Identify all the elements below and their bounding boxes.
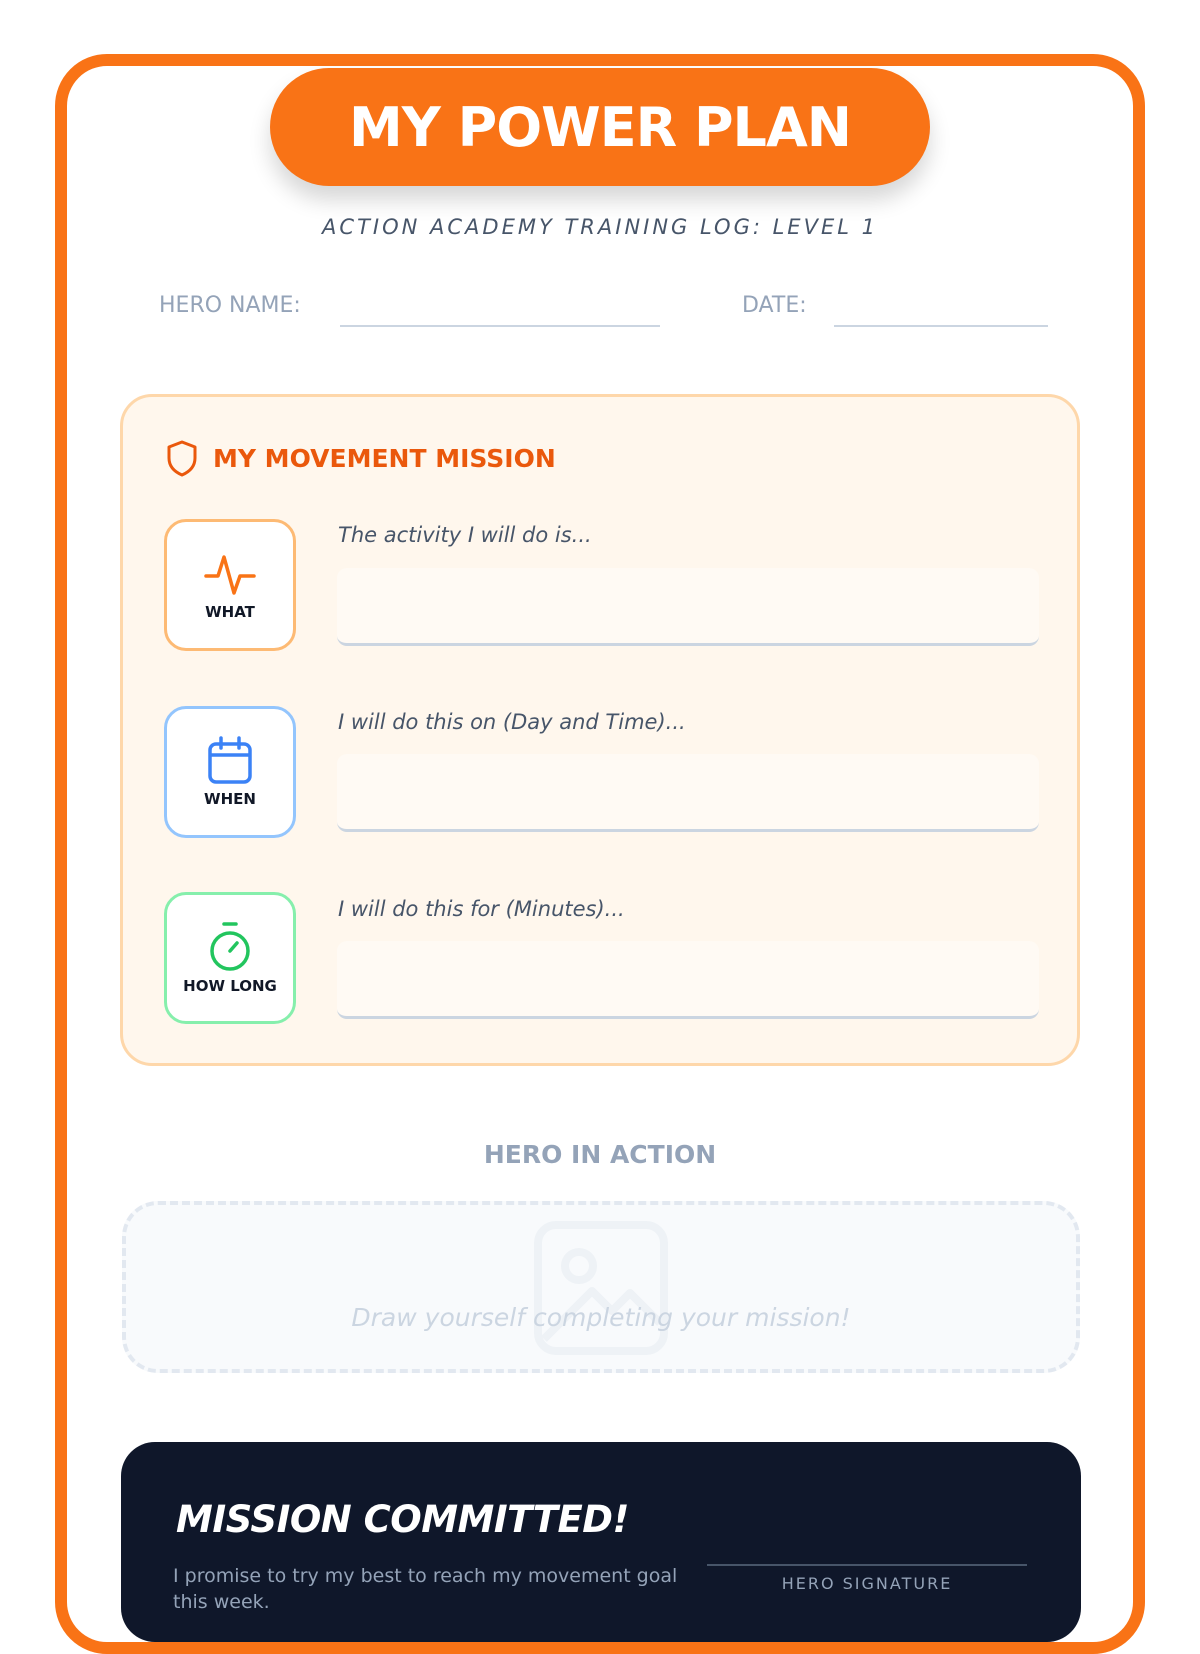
stopwatch-icon: [207, 921, 253, 973]
hero-in-action-heading: HERO IN ACTION: [483, 1140, 717, 1169]
signature-label: HERO SIGNATURE: [781, 1574, 953, 1593]
page-subtitle: ACTION ACADEMY TRAINING LOG: LEVEL 1: [322, 215, 878, 239]
date-label: DATE:: [742, 293, 807, 318]
page-title: MY POWER PLAN: [270, 68, 930, 186]
activity-pulse-icon: [204, 549, 256, 599]
when-prompt: I will do this on (Day and Time)...: [338, 710, 686, 734]
mission-title: MY MOVEMENT MISSION: [213, 443, 556, 473]
hero-name-field[interactable]: [340, 325, 660, 327]
image-placeholder-icon: [534, 1221, 668, 1355]
date-field[interactable]: [834, 325, 1048, 327]
shield-icon: [165, 439, 199, 477]
hero-name-label: HERO NAME:: [159, 293, 301, 318]
what-prompt: The activity I will do is...: [338, 523, 592, 547]
how-long-prompt: I will do this for (Minutes)...: [338, 897, 625, 921]
commitment-title: MISSION COMMITTED!: [176, 1498, 629, 1541]
what-label: WHAT: [205, 603, 255, 621]
when-badge: [164, 706, 296, 838]
how-long-label: HOW LONG: [183, 977, 277, 995]
drawing-caption: Draw yourself completing your mission!: [351, 1303, 851, 1332]
when-label: WHEN: [204, 790, 256, 808]
what-input[interactable]: [337, 568, 1039, 646]
commitment-text: I promise to try my best to reach my movement goal this week.: [173, 1565, 678, 1613]
when-input[interactable]: [337, 754, 1039, 832]
how-long-input[interactable]: [337, 941, 1039, 1019]
how-long-badge: [164, 892, 296, 1024]
mission-heading: [165, 439, 556, 477]
signature-field[interactable]: [707, 1564, 1027, 1566]
calendar-icon: [206, 736, 254, 786]
what-badge: [164, 519, 296, 651]
